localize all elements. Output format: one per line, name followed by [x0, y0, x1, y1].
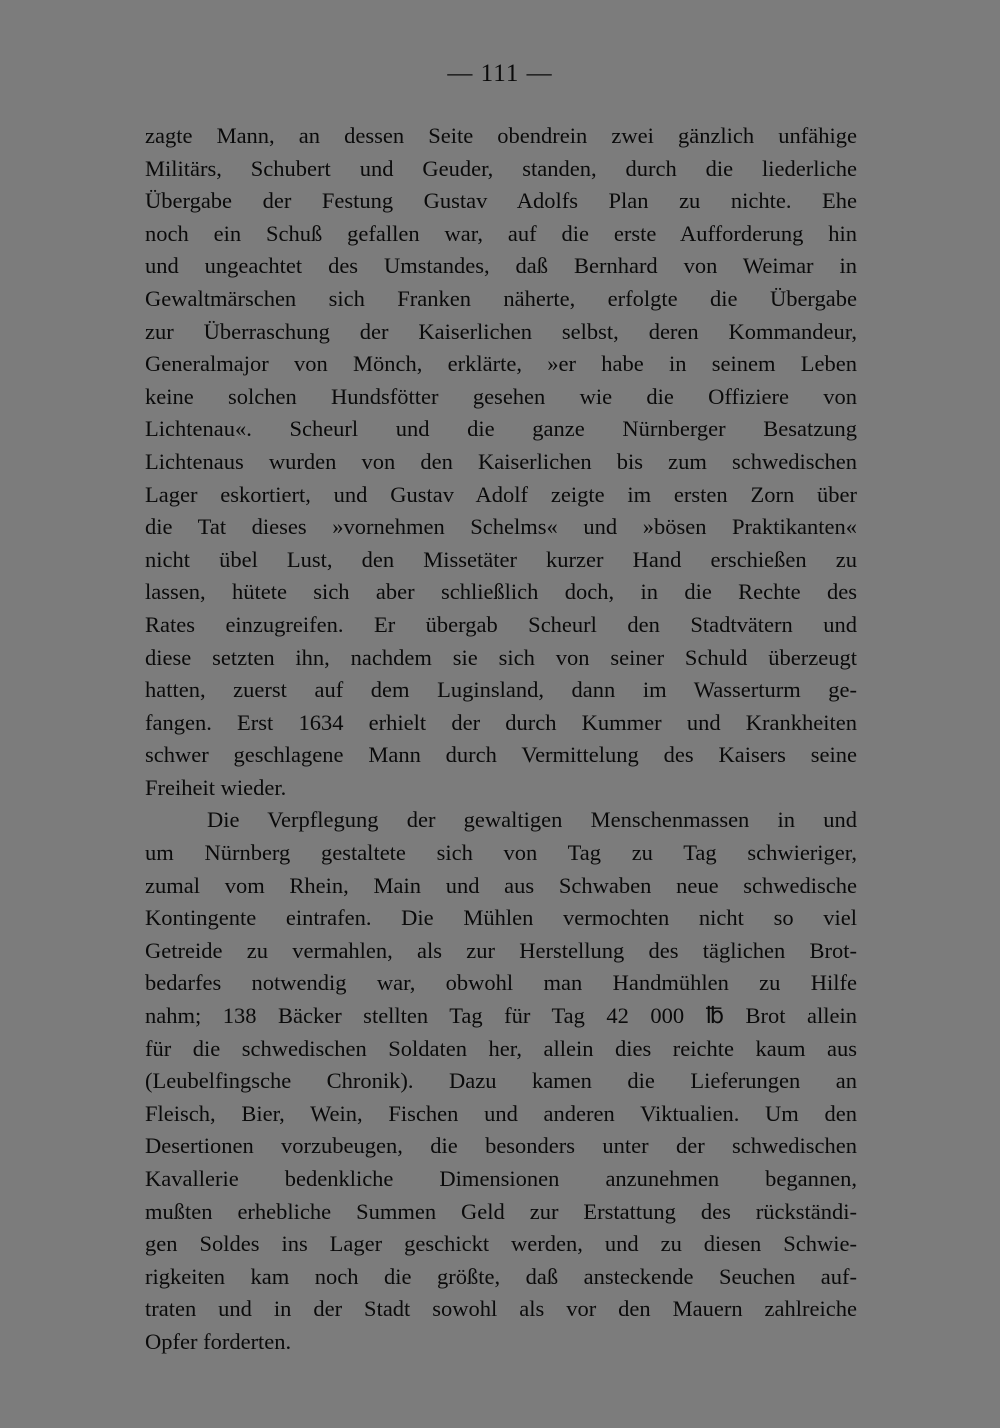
paragraph-1 [145, 120, 857, 804]
text-line: Fleisch, Bier, Wein, Fischen und anderen Viktualien. Um den [145, 1100, 857, 1126]
text-line: Die Verpflegung der gewaltigen Menschenmassen in und [207, 807, 857, 833]
text-line: Lichtenaus wurden von den Kaiserlichen bis zum schwedischen [145, 448, 857, 474]
text-line: für die schwedischen Soldaten her, allein dies reichte kaum aus [145, 1035, 857, 1061]
text-line: mußten erhebliche Summen Geld zur Erstattung des rückständi- [145, 1198, 857, 1224]
text-line: Rates einzugreifen. Er übergab Scheurl den Stadtvätern und [145, 611, 857, 637]
text-line: noch ein Schuß gefallen war, auf die erste Aufforderung hin [145, 220, 857, 246]
text-line: Generalmajor von Mönch, erklärte, »er habe in seinem Leben [145, 351, 857, 377]
page-number: — 111 — [447, 60, 553, 87]
text-line: zumal vom Rhein, Main und aus Schwaben neue schwedische [145, 872, 857, 898]
text-line: bedarfes notwendig war, obwohl man Handmühlen zu Hilfe [145, 970, 857, 996]
text-line: rigkeiten kam noch die größte, daß ansteckende Seuchen auf- [145, 1263, 857, 1289]
text-line: (Leubelfingsche Chronik). Dazu kamen die Lieferungen an [145, 1068, 857, 1094]
text-line: Freiheit wieder. [145, 774, 287, 800]
body-text [145, 120, 857, 1359]
text-line: zur Überraschung der Kaiserlichen selbst, deren Kommandeur, [145, 318, 857, 344]
text-line: Kontingente eintrafen. Die Mühlen vermochten nicht so viel [145, 905, 857, 931]
text-line: Getreide zu vermahlen, als zur Herstellung des täglichen Brot- [145, 937, 857, 963]
text-line: Lichtenau«. Scheurl und die ganze Nürnberger Besatzung [145, 416, 857, 442]
paragraph-2 [145, 804, 857, 1358]
text-line: die Tat dieses »vornehmen Schelms« und »bösen Praktikanten« [145, 514, 857, 540]
text-line: Kavallerie bedenkliche Dimensionen anzunehmen begannen, [145, 1166, 857, 1191]
text-line: Gewaltmärschen sich Franken näherte, erfolgte die Übergabe [145, 285, 857, 311]
text-line: Desertionen vorzubeugen, die besonders unter der schwedischen [145, 1133, 857, 1159]
text-line: und ungeachtet des Umstandes, daß Bernhard von Weimar in [145, 253, 857, 279]
text-line: Opfer forderten. [145, 1328, 292, 1354]
text-line: keine solchen Hundsfötter gesehen wie die Offiziere von [145, 383, 857, 409]
text-line: Militärs, Schubert und Geuder, standen, durch die liederliche [145, 155, 857, 181]
text-line: diese setzten ihn, nachdem sie sich von seiner Schuld überzeugt [145, 644, 857, 670]
text-line: schwer geschlagene Mann durch Vermittelung des Kaisers seine [145, 742, 857, 768]
text-line: fangen. Erst 1634 erhielt der durch Kummer und Krankheiten [145, 709, 857, 735]
text-line: um Nürnberg gestaltete sich von Tag zu Tag schwieriger, [145, 840, 857, 866]
text-line: Lager eskortiert, und Gustav Adolf zeigte im ersten Zorn über [145, 481, 857, 507]
text-line: lassen, hütete sich aber schließlich doch, in die Rechte des [145, 579, 857, 605]
text-line: zagte Mann, an dessen Seite obendrein zwei gänzlich unfähige [145, 123, 857, 148]
text-line: Übergabe der Festung Gustav Adolfs Plan zu nichte. Ehe [145, 188, 857, 214]
text-line: nicht übel Lust, den Missetäter kurzer Hand erschießen zu [145, 546, 857, 572]
text-line: gen Soldes ins Lager geschickt werden, und zu diesen Schwie- [145, 1231, 857, 1257]
text-line: traten und in der Stadt sowohl als vor den Mauern zahlreiche [145, 1296, 857, 1322]
text-line: hatten, zuerst auf dem Luginsland, dann im Wasserturm ge- [145, 677, 857, 703]
text-line: nahm; 138 Bäcker stellten Tag für Tag 42 000 ℔ Brot allein [145, 1003, 857, 1029]
